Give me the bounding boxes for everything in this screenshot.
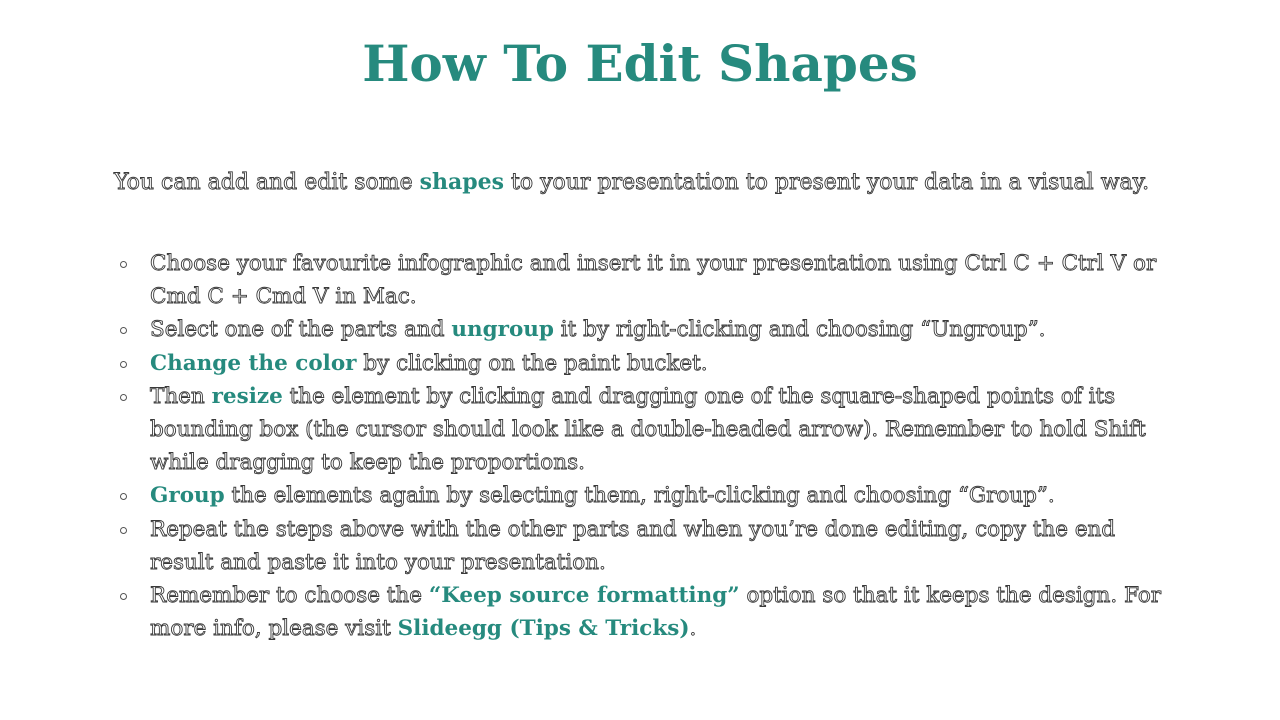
bullet-icon	[120, 361, 127, 368]
list-item	[116, 380, 1176, 480]
list-item-text: by clicking on the paint bucket.	[356, 350, 708, 376]
list-item-text: it by right-clicking and choosing “Ungroup”.	[553, 317, 1046, 343]
bullet-icon	[120, 394, 127, 401]
list-item-text: Choose your favourite infographic and insert it in your presentation using Ctrl C + Ctrl V or Cmd C + Cmd V in Mac.	[150, 251, 1157, 310]
list-item-text: Then	[150, 383, 212, 409]
list-item	[116, 313, 1176, 346]
list-item	[116, 579, 1176, 645]
list-item-highlight: “Keep source formatting”	[428, 583, 740, 609]
bullet-icon	[120, 493, 127, 500]
list-item-text: Remember to choose the	[150, 583, 429, 609]
list-item	[116, 247, 1176, 313]
list-item	[116, 479, 1176, 512]
instruction-list	[116, 247, 1176, 645]
list-item-text: .	[689, 616, 697, 642]
slide-title: How To Edit Shapes	[362, 34, 918, 93]
list-item-text: the elements again by selecting them, right-clicking and choosing “Group”.	[224, 483, 1055, 509]
list-item-text: Repeat the steps above with the other parts and when you’re done editing, copy the end result and paste it into your presentation.	[150, 516, 1116, 575]
intro-paragraph	[114, 166, 1194, 199]
bullet-icon	[120, 527, 127, 534]
list-item-highlight: Change the color	[150, 350, 357, 376]
bullet-icon	[120, 327, 127, 334]
intro-text-after: to your presentation to present your data in a visual way.	[504, 170, 1150, 195]
list-item-text: option so that it keeps the design. For more info, please visit	[150, 583, 1162, 642]
list-item-highlight: Group	[150, 483, 225, 509]
list-item-text: the element by clicking and dragging one of the square-shaped points of its bounding box (the cursor should look like a double-headed arrow). Remember to hold Shift while dragging to keep the proportions.	[150, 383, 1146, 476]
intro-text-before: You can add and edit some	[114, 170, 420, 195]
list-item	[116, 513, 1176, 579]
bullet-icon	[120, 593, 127, 600]
list-item-highlight: ungroup	[451, 317, 554, 343]
intro-highlight: shapes	[419, 169, 505, 195]
slideegg-link[interactable]: Slideegg (Tips & Tricks)	[397, 616, 690, 642]
bullet-icon	[120, 261, 127, 268]
list-item-highlight: resize	[211, 383, 283, 409]
list-item-text: Select one of the parts and	[150, 317, 452, 343]
list-item	[116, 347, 1176, 380]
